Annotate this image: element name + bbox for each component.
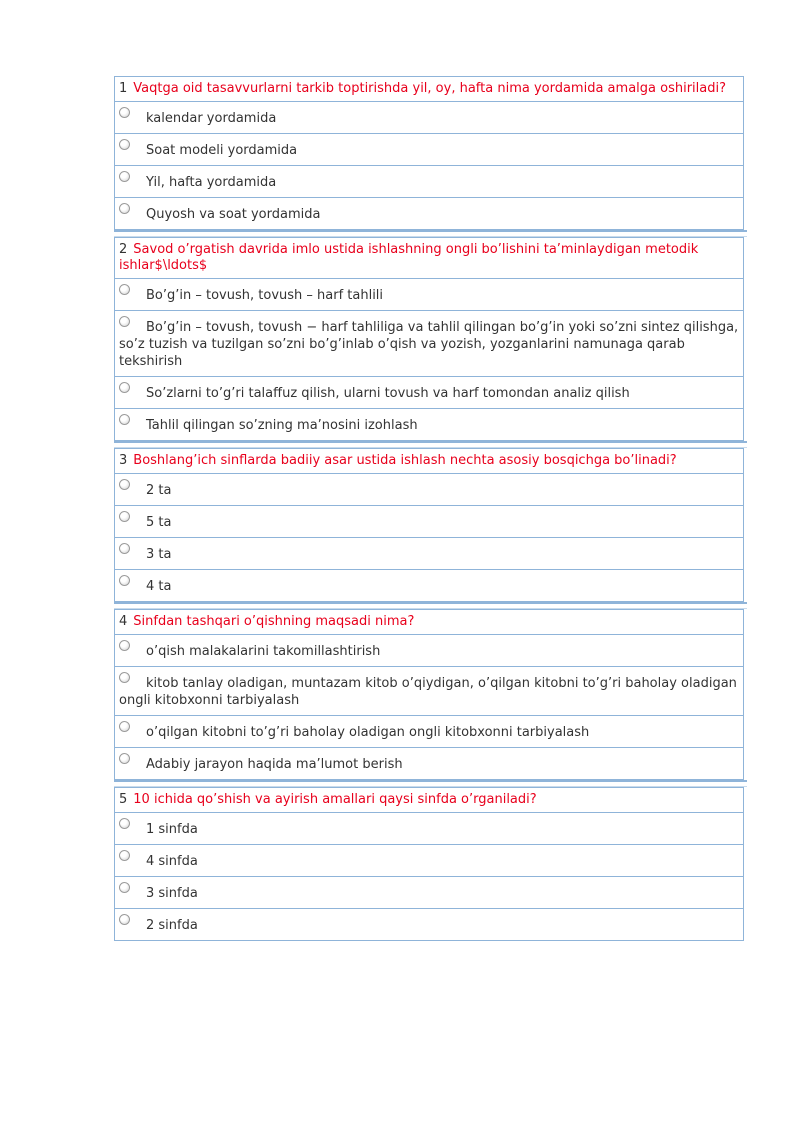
question-text: Boshlang’ich sinflarda badiiy asar ustida ishlash nechta asosiy bosqichga bo’linadi? bbox=[133, 453, 677, 468]
answer-option-label: Bo’g’in – tovush, tovush – harf tahlili bbox=[146, 288, 384, 303]
answer-option-label: 3 sinfda bbox=[146, 886, 198, 901]
quiz-container bbox=[114, 76, 744, 941]
radio-button-icon[interactable] bbox=[119, 850, 130, 861]
answer-option-label: 2 ta bbox=[146, 483, 172, 498]
answer-option-label: 2 sinfda bbox=[146, 918, 198, 933]
answer-option[interactable] bbox=[115, 716, 743, 748]
answer-option[interactable] bbox=[115, 279, 743, 311]
answer-option-label: 3 ta bbox=[146, 547, 172, 562]
question-header bbox=[115, 448, 743, 474]
answer-option-label: So’zlarni to’g’ri talaffuz qilish, ularni tovush va harf tomondan analiz qilish bbox=[146, 386, 630, 401]
radio-button-icon[interactable] bbox=[119, 284, 130, 295]
question-text: 10 ichida qo’shish va ayirish amallari qaysi sinfda o’rganiladi? bbox=[133, 792, 537, 807]
radio-button-icon[interactable] bbox=[119, 753, 130, 764]
radio-button-icon[interactable] bbox=[119, 107, 130, 118]
question-text: Sinfdan tashqari o’qishning maqsadi nima? bbox=[133, 614, 415, 629]
question-block bbox=[114, 787, 744, 941]
radio-button-icon[interactable] bbox=[119, 914, 130, 925]
radio-button-icon[interactable] bbox=[119, 139, 130, 150]
question-header bbox=[115, 76, 743, 102]
answer-option[interactable] bbox=[115, 813, 743, 845]
radio-button-icon[interactable] bbox=[119, 171, 130, 182]
question-header bbox=[115, 237, 743, 279]
radio-button-icon[interactable] bbox=[119, 882, 130, 893]
radio-button-icon[interactable] bbox=[119, 721, 130, 732]
question-number: 1 bbox=[119, 81, 128, 96]
answer-option-label: 5 ta bbox=[146, 515, 172, 530]
answer-option[interactable] bbox=[115, 667, 743, 716]
answer-option[interactable] bbox=[115, 845, 743, 877]
radio-button-icon[interactable] bbox=[119, 672, 130, 683]
answer-option[interactable] bbox=[115, 198, 743, 230]
question-number: 5 bbox=[119, 792, 128, 807]
answer-option[interactable] bbox=[115, 909, 743, 941]
radio-button-icon[interactable] bbox=[119, 316, 130, 327]
answer-option[interactable] bbox=[115, 134, 743, 166]
radio-button-icon[interactable] bbox=[119, 511, 130, 522]
answer-option[interactable] bbox=[115, 311, 743, 377]
radio-button-icon[interactable] bbox=[119, 543, 130, 554]
answer-option[interactable] bbox=[115, 166, 743, 198]
answer-option-label: o’qish malakalarini takomillashtirish bbox=[146, 644, 381, 659]
answer-option-label: Adabiy jarayon haqida ma’lumot berish bbox=[146, 757, 403, 772]
answer-option-label: 1 sinfda bbox=[146, 822, 198, 837]
answer-option[interactable] bbox=[115, 635, 743, 667]
question-separator bbox=[114, 780, 747, 787]
answer-option-label: 4 ta bbox=[146, 579, 172, 594]
radio-button-icon[interactable] bbox=[119, 575, 130, 586]
answer-option[interactable] bbox=[115, 538, 743, 570]
answer-option-label: Quyosh va soat yordamida bbox=[146, 207, 321, 222]
radio-button-icon[interactable] bbox=[119, 818, 130, 829]
radio-button-icon[interactable] bbox=[119, 203, 130, 214]
question-text: Vaqtga oid tasavvurlarni tarkib toptirishda yil, oy, hafta nima yordamida amalga oshiriladi? bbox=[133, 81, 726, 96]
question-block bbox=[114, 76, 744, 230]
radio-button-icon[interactable] bbox=[119, 479, 130, 490]
question-separator bbox=[114, 441, 747, 448]
question-number: 2 bbox=[119, 242, 128, 257]
answer-option[interactable] bbox=[115, 102, 743, 134]
answer-option-label: Tahlil qilingan so’zning ma’nosini izohlash bbox=[146, 418, 418, 433]
answer-option[interactable] bbox=[115, 570, 743, 602]
question-block bbox=[114, 237, 744, 441]
question-separator bbox=[114, 230, 747, 237]
question-separator bbox=[114, 602, 747, 609]
answer-option[interactable] bbox=[115, 877, 743, 909]
question-header bbox=[115, 609, 743, 635]
radio-button-icon[interactable] bbox=[119, 414, 130, 425]
radio-button-icon[interactable] bbox=[119, 640, 130, 651]
answer-option-label: Bo’g’in – tovush, tovush − harf tahliliga va tahlil qilingan bo’g’in yoki so’zni sintez qilishga, so’z tuzish va tuzilgan so’zni bo’g’inlab o’qish va yozish, yozganlarini namunaga qarab tekshirish bbox=[119, 320, 739, 369]
answer-option-label: Soat modeli yordamida bbox=[146, 143, 298, 158]
answer-option-label: 4 sinfda bbox=[146, 854, 198, 869]
answer-option-label: kitob tanlay oladigan, muntazam kitob o’qiydigan, o’qilgan kitobni to’g’ri baholay oladigan ongli kitobxonni tarbiyalash bbox=[119, 676, 737, 708]
answer-option[interactable] bbox=[115, 409, 743, 441]
answer-option[interactable] bbox=[115, 748, 743, 780]
answer-option-label: Yil, hafta yordamida bbox=[146, 175, 277, 190]
radio-button-icon[interactable] bbox=[119, 382, 130, 393]
answer-option-label: o’qilgan kitobni to’g’ri baholay oladigan ongli kitobxonni tarbiyalash bbox=[146, 725, 590, 740]
question-number: 4 bbox=[119, 614, 128, 629]
question-block bbox=[114, 609, 744, 780]
answer-option-label: kalendar yordamida bbox=[146, 111, 277, 126]
question-number: 3 bbox=[119, 453, 128, 468]
question-header bbox=[115, 787, 743, 813]
answer-option[interactable] bbox=[115, 474, 743, 506]
answer-option[interactable] bbox=[115, 377, 743, 409]
answer-option[interactable] bbox=[115, 506, 743, 538]
question-block bbox=[114, 448, 744, 602]
question-text: Savod o’rgatish davrida imlo ustida ishlashning ongli bo’lishini ta’minlaydigan metodik ishlar$\ldots$ bbox=[119, 242, 699, 273]
